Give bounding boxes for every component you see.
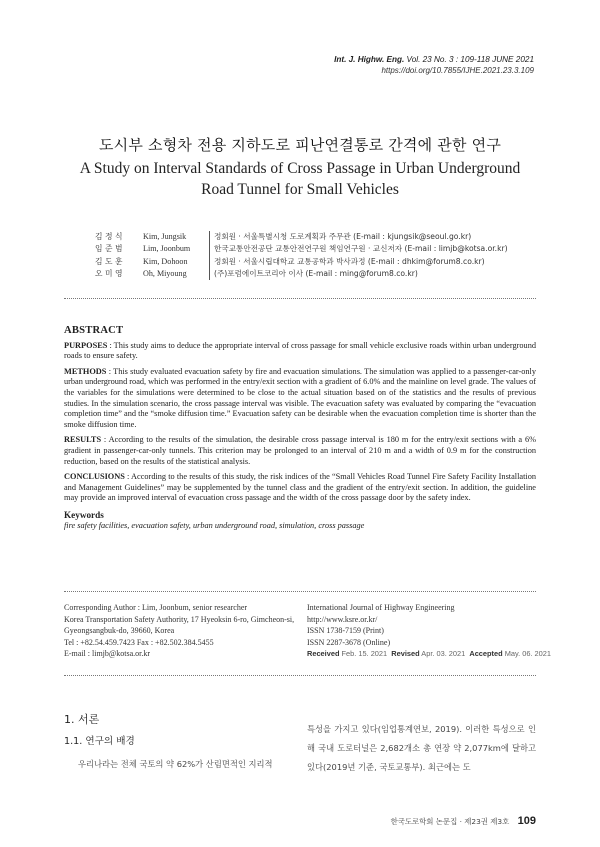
journal-url[interactable]: http://www.ksre.or.kr/ (307, 614, 378, 624)
submission-dates: Received Feb. 15. 2021 Revised Apr. 03. 2021 Accepted May. 06. 2021 (307, 649, 551, 659)
doi-link[interactable]: https://doi.org/10.7855/IJHE.2021.23.3.109 (381, 66, 534, 75)
journal-name: Int. J. Highw. Eng. (334, 55, 405, 64)
abstract-conclusions: CONCLUSIONS : According to the results of this study, the risk indices of the “Small Vehicles Road Tunnel Fire Safety Facility Installation and Management Guidelines” may be supplemented by the tunnel class and the gradient of the entry/exit section. In addition, the guideline may provide an improved interval of evacuation cross passage and the width of the cross passage door by the safety index. (64, 472, 536, 503)
author-name-en: Kim, Jungsik (143, 232, 187, 241)
section-heading: 1. 서론 (64, 713, 100, 726)
author-row (95, 268, 508, 280)
journal-volume: Vol. 23 No. 3 : 109-118 (406, 55, 490, 64)
author-name-kr: 임 준 범 (95, 244, 123, 254)
divider-bottom (64, 675, 536, 676)
author-name-en: Lim, Joonbum (143, 244, 191, 254)
author-affiliation: 정회원 · 서울특별시청 도로계획과 주무관 (E-mail : kjungsik@seoul.go.kr) (209, 231, 471, 243)
title-english: A Study on Interval Standards of Cross Passage in Urban Underground Road Tunnel for Small Vehicles (79, 160, 521, 198)
journal-header (334, 55, 534, 75)
abstract-methods: METHODS : This study evaluated evacuation safety by fire and evacuation simulations. The simulation was applied to a passenger-car-only urban underground road, which was performed in the entry/exit section with a gradient of 6.0% and the mainline on level grade. The values of the variables for the simulations were determined to be close to the actual situation based on of the statistics and the results of previous studies. In the simulation scenario, the cross passage interval was visible. The evacuation safety was evaluated by comparing the “evacuation completion time” and the “smoke diffusion time.” Evacuation safety can be desirable when the evacuation completion time is shorter than the smoke diffusion time. (64, 366, 537, 429)
divider-middle (64, 591, 536, 592)
author-affiliation: 정회원 · 서울시립대학교 교통공학과 박사과정 (E-mail : dhkim@forum8.co.kr) (209, 256, 485, 268)
journal-footer-text: 한국도로학회 논문집 · 제23권 제3호 (390, 817, 510, 826)
author-row (95, 243, 508, 255)
address-line: Korea Transportation Safety Authority, 17 Hyeoksin 6-ro, Gimcheon-si, (64, 614, 295, 624)
author-name-en: Oh, Miyoung (143, 268, 187, 278)
abstract-section (64, 326, 536, 531)
email-line: E-mail : limjb@kotsa.or.kr (64, 649, 151, 659)
author-name-kr: 김 정 식 (95, 232, 123, 241)
subsection-heading: 1.1. 연구의 배경 (64, 736, 135, 747)
journal-full-name: International Journal of Highway Engineering (307, 603, 455, 612)
keywords-list: fire safety facilities, evacuation safety, urban underground road, simulation, cross passage (64, 520, 365, 530)
body-text-left: 우리나라는 전체 국토의 약 62%가 산림면적인 지리적 (78, 759, 273, 769)
author-name-kr: 오 미 영 (95, 268, 123, 278)
author-affiliation: (주)포럼에이트코리아 이사 (E-mail : ming@forum8.co.kr) (209, 268, 418, 280)
abstract-results: RESULTS : According to the results of the simulation, the desirable cross passage interval is 180 m for the entry/exit sections with a 6% gradient in passenger-car-only tunnels. This criterion may be prolonged to an interval of 210 m and a width of 0.9 m for the construction reduction, based on the results of the statistical analysis. (64, 435, 536, 466)
author-row (95, 231, 508, 243)
author-name-en: Kim, Dohoon (143, 256, 188, 266)
page-number: 109 (517, 815, 536, 827)
title-korean: 도시부 소형차 전용 지하도로 피난연결통로 간격에 관한 연구 (98, 136, 502, 154)
contact-line: Tel : +82.54.459.7423 Fax : +82.502.384.5455 (64, 637, 214, 647)
page-footer (391, 815, 536, 827)
abstract-heading: ABSTRACT (64, 325, 124, 336)
author-row (95, 256, 508, 268)
journal-date: JUNE 2021 (492, 55, 534, 64)
corresponding-author-block (64, 602, 294, 660)
issn-online: ISSN 2287-3678 (Online) (307, 637, 391, 647)
keywords-heading: Keywords (64, 509, 104, 520)
author-name-kr: 김 도 훈 (95, 256, 123, 266)
body-text-right: 특성을 가지고 있다(임업통계연보, 2019). 이러한 특성으로 인해 국내 도로터널은 2,682개소 총 연장 약 2,077km에 달하고 있다(2019년 기준, 국토교통부). 최근에는 도 (307, 724, 536, 772)
address-line: Gyeongsangbuk-do, 39660, Korea (64, 626, 175, 636)
issn-print: ISSN 1738-7159 (Print) (307, 626, 384, 636)
journal-citation (334, 55, 534, 64)
journal-info-block (307, 602, 551, 660)
author-list (95, 231, 508, 280)
author-affiliation: 한국교통안전공단 교통안전연구원 책임연구원 · 교신저자 (E-mail : limjb@kotsa.or.kr) (209, 243, 508, 255)
abstract-purposes: PURPOSES : This study aims to deduce the appropriate interval of cross passage for small vehicle exclusive roads within urban underground roads to ensure safety. (64, 340, 536, 361)
corresponding-author-line: Corresponding Author : Lim, Joonbum, senior researcher (64, 603, 248, 612)
divider-top (64, 298, 536, 299)
